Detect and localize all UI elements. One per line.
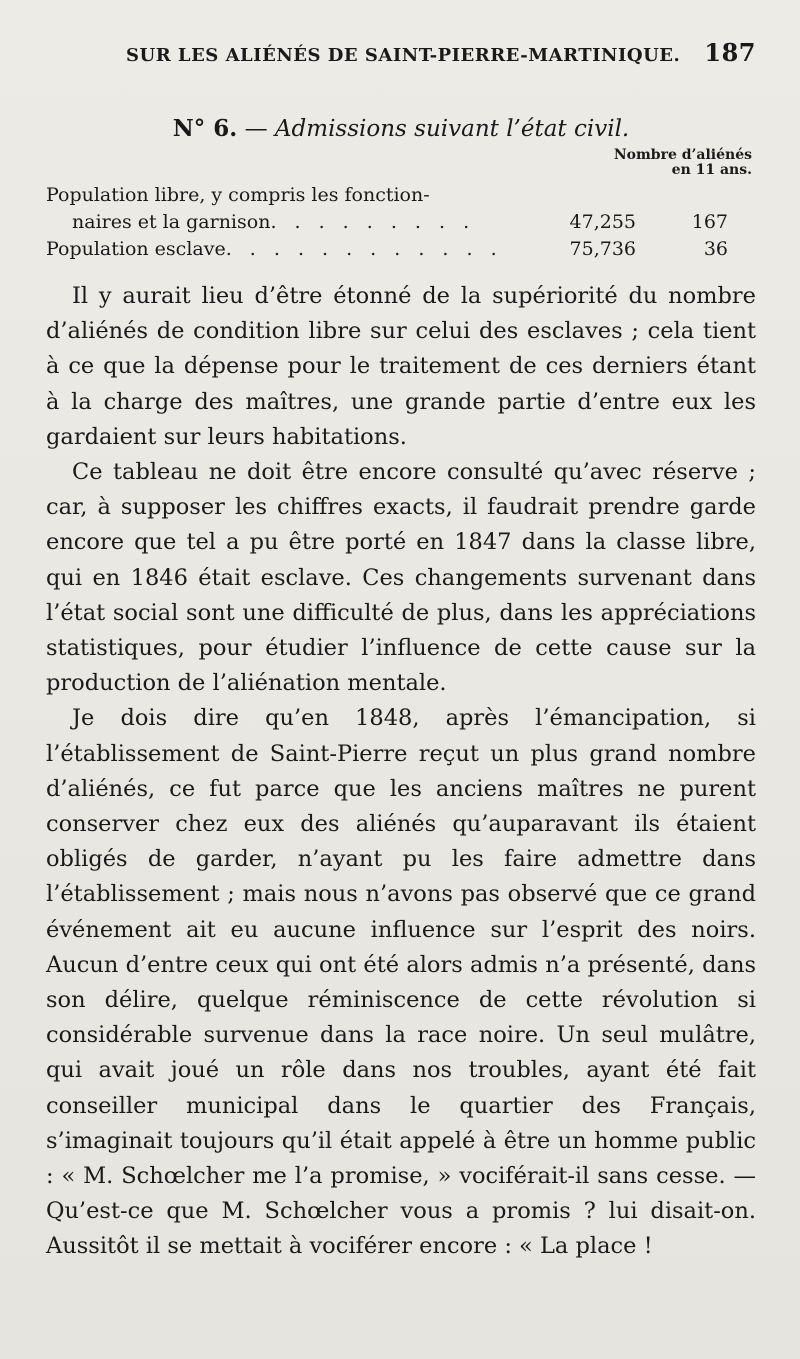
population-value: 47,255 xyxy=(569,211,636,233)
table-title-dash: — xyxy=(244,116,268,142)
running-title: SUR LES ALIÉNÉS DE SAINT-PIERRE-MARTINIQUE. xyxy=(126,45,681,66)
row-label-text: naires et la garnison xyxy=(72,211,271,233)
leader-dots: . . . . . . . . . . . . xyxy=(225,238,503,260)
column-header-line2: en 11 ans. xyxy=(671,162,752,178)
row-label: Population libre, y compris les fonction- xyxy=(46,184,430,206)
alienes-value: 36 xyxy=(703,238,728,260)
statistics-table xyxy=(46,182,756,263)
row-label-text: Population esclave xyxy=(46,238,226,260)
table-title-label: Admissions suivant l’état civil. xyxy=(274,116,630,142)
page-number: 187 xyxy=(704,38,756,67)
row-label-continued xyxy=(46,209,546,236)
population-value: 75,736 xyxy=(569,238,636,260)
running-header xyxy=(46,38,756,67)
paragraph-3: Je dois dire qu’en 1848, après l’émancipation, si l’établissement de Saint-Pierre reçut un plus grand nombre d’aliénés, ce fut parce que les anciens maîtres ne purent conserver chez eux des aliénés qu’auparavant ils étaient obligés de garder, n’ayant pu les faire admettre dans l’établissement ; mais nous n’avons pas observé que ce grand événement ait eu aucune influence sur l’esprit des noirs. Aucun d’entre ceux qui ont été alors admis n’a présenté, dans son délire, quelque réminiscence de cette révolution si considérable survenue dans la race noire. Un seul mulâtre, qui avait joué un rôle dans nos troubles, ayant été fait conseiller municipal dans le quartier des Français, s’imaginait toujours qu’il était appelé à être un homme public : « M. Schœlcher me l’a promise, » vociférait-il sans cesse. — Qu’est-ce que M. Schœlcher vous a promis ? lui disait-on. Aussitôt il se mettait à vociférer encore : « La place ! xyxy=(46,705,756,1260)
paragraph-2: Ce tableau ne doit être encore consulté qu’avec réserve ; car, à supposer les chiffres exacts, il faudrait prendre garde encore que tel a pu être porté en 1847 dans la classe libre, qui en 1846 était esclave. Ces changements survenant dans l’état social sont une difficulté de plus, dans les appréciations statistiques, pour étudier l’influence de cette cause sur la production de l’aliénation mentale. xyxy=(46,459,756,697)
column-header xyxy=(46,148,752,178)
table-row-slave xyxy=(46,236,756,263)
column-header-line1: Nombre d’aliénés xyxy=(613,147,752,163)
paragraph-1: Il y aurait lieu d’être étonné de la supériorité du nombre d’aliénés de condition libre sur celui des esclaves ; cela tient à ce que la dépense pour le traitement de ces derniers étant à la charge des maîtres, une grande partie d’entre eux les gardaient sur leurs habitations. xyxy=(46,283,756,450)
leader-dots: . . . . . . . . . xyxy=(270,211,476,233)
table-number: N° 6. xyxy=(172,115,238,142)
alienes-value: 167 xyxy=(691,211,728,233)
table-row-free-line2 xyxy=(46,209,756,236)
body-text xyxy=(46,279,756,1265)
table-title xyxy=(46,115,756,142)
row-label-continued xyxy=(46,236,546,263)
table-row-free-line1 xyxy=(46,182,756,209)
